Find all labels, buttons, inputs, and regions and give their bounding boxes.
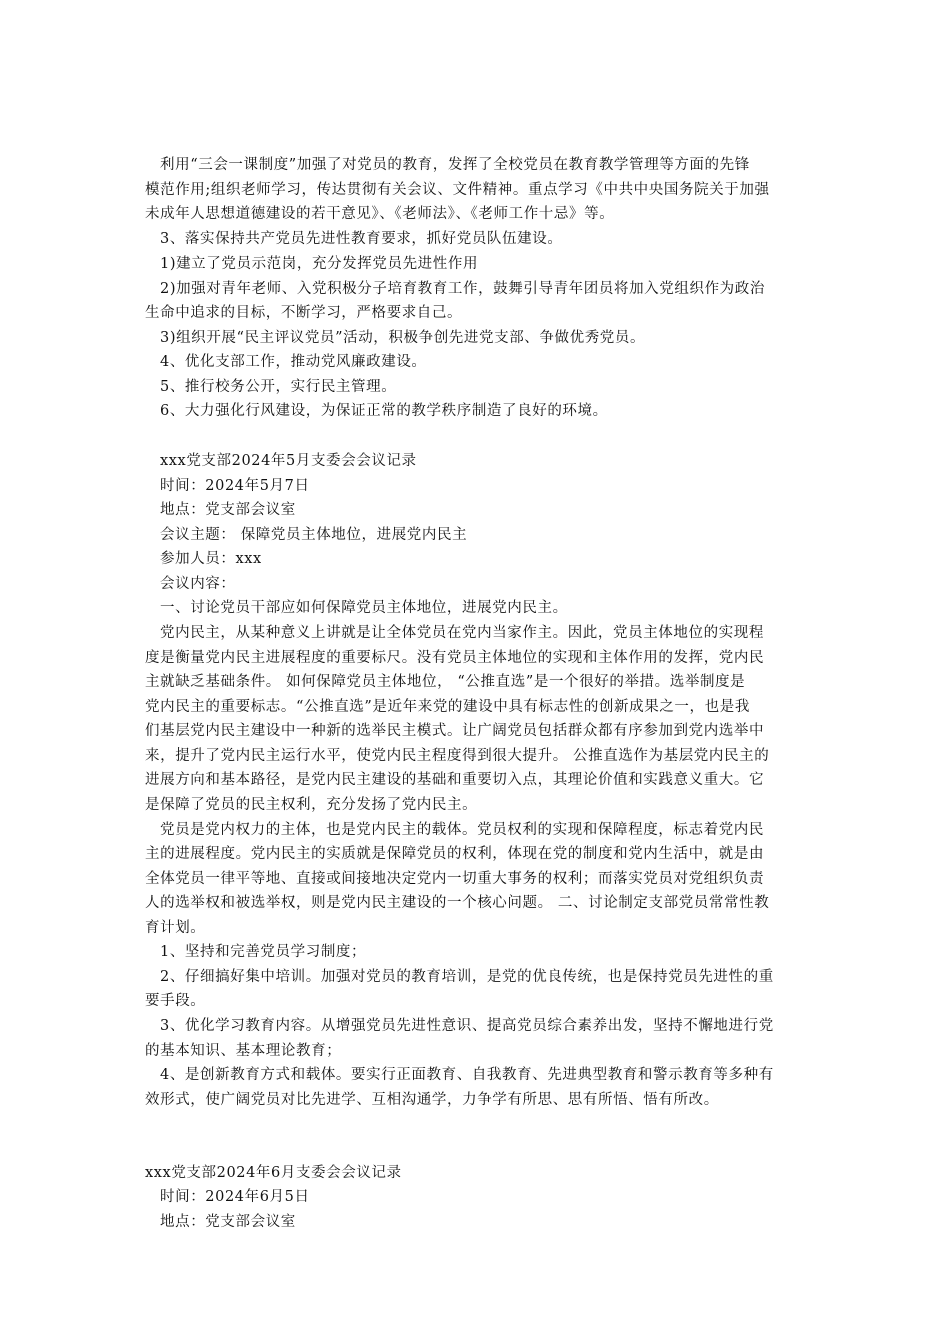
text-line: 2、仔细搞好集中培训。加强对党员的教育培训，是党的优良传统，也是保持党员先进性的重 — [160, 969, 774, 985]
text-line: 党内民主的重要标志。“公推直选”是近年来党的建设中具有标志性的创新成果之一，也是我 — [145, 699, 750, 715]
text-line: 来，提升了党内民主运行水平，使党内民主程度得到很大提升。 公推直选作为基层党内民主的 — [145, 748, 770, 764]
text-line: 5、推行校务公开，实行民主管理。 — [160, 379, 397, 395]
text-line: 是保障了党员的民主权利，充分发扬了党内民主。 — [145, 797, 478, 813]
meeting-attendees: 参加人员：xxx — [160, 551, 262, 567]
text-line: 效形式，使广阔党员对比先进学、互相沟通学，力争学有所思、思有所悟、悟有所改。 — [145, 1092, 719, 1108]
text-line: 未成年人思想道德建设的若干意见》、《老师法》、《老师工作十忌》等。 — [145, 206, 615, 222]
text-line: 主的进展程度。党内民主的实质就是保障党员的权利，体现在党的制度和党内生活中，就是由 — [145, 846, 765, 862]
meeting-time: 时间：2024年5月7日 — [160, 478, 310, 494]
text-line: 党员是党内权力的主体，也是党内民主的载体。党员权利的实现和保障程度，标志着党内民 — [160, 822, 764, 838]
meeting-place: 地点：党支部会议室 — [160, 1214, 296, 1230]
text-line: 主就缺乏基础条件。 如何保障党员主体地位， “公推直选”是一个很好的举措。选举制度是 — [145, 674, 746, 690]
meeting-topic: 会议主题： 保障党员主体地位，进展党内民主 — [160, 527, 468, 543]
meeting-content-label: 会议内容： — [160, 576, 236, 592]
text-line: 育计划。 — [145, 920, 206, 936]
text-line: 一、讨论党员干部应如何保障党员主体地位，进展党内民主。 — [160, 600, 568, 616]
text-line: 党内民主，从某种意义上讲就是让全体党员在党内当家作主。因此，党员主体地位的实现程 — [160, 625, 764, 641]
text-line: 全体党员一律平等地、直接或间接地决定党内一切重大事务的权利；而落实党员对党组织负责 — [145, 871, 765, 887]
text-line: 要手段。 — [145, 993, 206, 1009]
text-line: 4、优化支部工作，推动党风廉政建设。 — [160, 354, 427, 370]
meeting-place: 地点：党支部会议室 — [160, 502, 296, 518]
section-title: xxx党支部2024年6月支委会会议记录 — [145, 1165, 402, 1181]
text-line: 们基层党内民主建设中一种新的选举民主模式。让广阔党员包括群众都有序参加到党内选举中 — [145, 723, 765, 739]
text-line: 6、大力强化行风建设，为保证正常的教学秩序制造了良好的环境。 — [160, 403, 608, 419]
text-line: 人的选举权和被选举权，则是党内民主建设的一个核心问题。 二、讨论制定支部党员常常性教 — [145, 895, 770, 911]
text-line: 2)加强对青年老师、入党积极分子培育教育工作，鼓舞引导青年团员将加入党组织作为政治 — [160, 281, 765, 297]
section-title: xxx党支部2024年5月支委会会议记录 — [160, 453, 417, 469]
text-line: 利用“三会一课制度”加强了对党员的教育，发挥了全校党员在教育教学管理等方面的先锋 — [160, 157, 750, 173]
text-line: 1)建立了党员示范岗，充分发挥党员先进性作用 — [160, 256, 479, 272]
text-line: 3)组织开展“民主评议党员”活动，积极争创先进党支部、争做优秀党员。 — [160, 330, 646, 346]
text-line: 3、优化学习教育内容。从增强党员先进性意识、提高党员综合素养出发，坚持不懈地进行党 — [160, 1018, 774, 1034]
text-line: 1、坚持和完善党员学习制度； — [160, 944, 367, 960]
text-line: 4、是创新教育方式和载体。要实行正面教育、自我教育、先进典型教育和警示教育等多种有 — [160, 1067, 774, 1083]
text-line: 度是衡量党内民主进展程度的重要标尺。没有党员主体地位的实现和主体作用的发挥，党内民 — [145, 650, 765, 666]
text-line: 进展方向和基本路径，是党内民主建设的基础和重要切入点，其理论价值和实践意义重大。它 — [145, 772, 765, 788]
text-line: 生命中追求的目标，不断学习，严格要求自己。 — [145, 305, 463, 321]
meeting-time: 时间：2024年6月5日 — [160, 1189, 310, 1205]
text-line: 3、落实保持共产党员先进性教育要求，抓好党员队伍建设。 — [160, 231, 563, 247]
text-line: 的基本知识、基本理论教育； — [145, 1043, 342, 1059]
text-line: 模范作用;组织老师学习，传达贯彻有关会议、文件精神。重点学习《中共中央国务院关于加强 — [145, 182, 770, 198]
